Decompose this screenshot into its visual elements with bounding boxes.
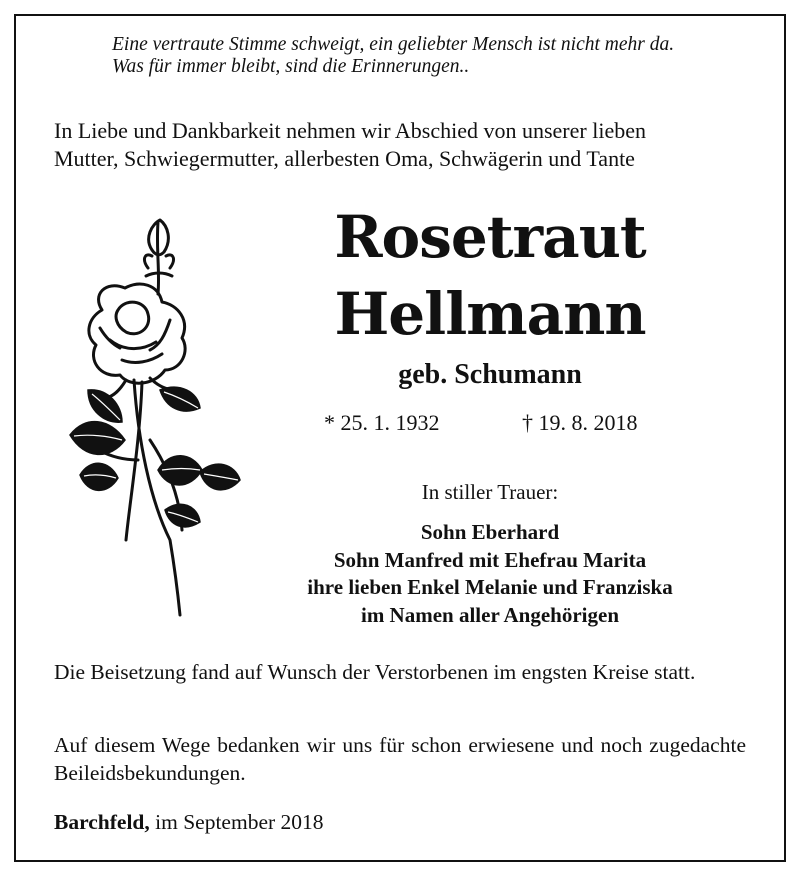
maiden-name: geb. Schumann [398,359,582,390]
deceased-first-name: Rosetraut [334,203,646,271]
motto-quote [112,34,772,78]
motto-line-1: Eine vertraute Stimme schweigt, ein geliebter Mensch ist nicht mehr da. [112,34,675,55]
place-and-date [54,808,324,836]
closing-date: im September 2018 [155,810,324,834]
mourner-line: Sohn Eberhard [420,520,560,544]
mourner-line: im Namen aller Angehörigen [360,602,619,627]
place-name: Barchfeld, [54,810,150,834]
mourning-heading: In stiller Trauer: [421,480,559,504]
intro-text [54,117,754,173]
intro-line-1: In Liebe und Dankbarkeit nehmen wir Abschied von unserer lieben [54,118,646,143]
intro-line-2: Mutter, Schwiegermutter, allerbesten Oma, Schwägerin und Tante [54,146,635,171]
birth-date: * 25. 1. 1932 [324,410,440,435]
thanks-note: Auf diesem Wege bedanken wir uns für schon erwiesene und noch zugedachte Beileidsbekundungen. [54,733,746,785]
death-date: † 19. 8. 2018 [522,410,638,435]
motto-line-2: Was für immer bleibt, sind die Erinnerungen.. [112,56,470,77]
mourner-line: ihre lieben Enkel Melanie und Franziska [307,575,673,599]
burial-note: Die Beisetzung fand auf Wunsch der Verstorbenen im engsten Kreise statt. [54,660,696,684]
mourner-line: Sohn Manfred mit Ehefrau Marita [333,547,647,572]
rose-icon [30,210,250,630]
mourners-list [240,519,740,629]
deceased-last-name: Hellmann [334,280,646,348]
